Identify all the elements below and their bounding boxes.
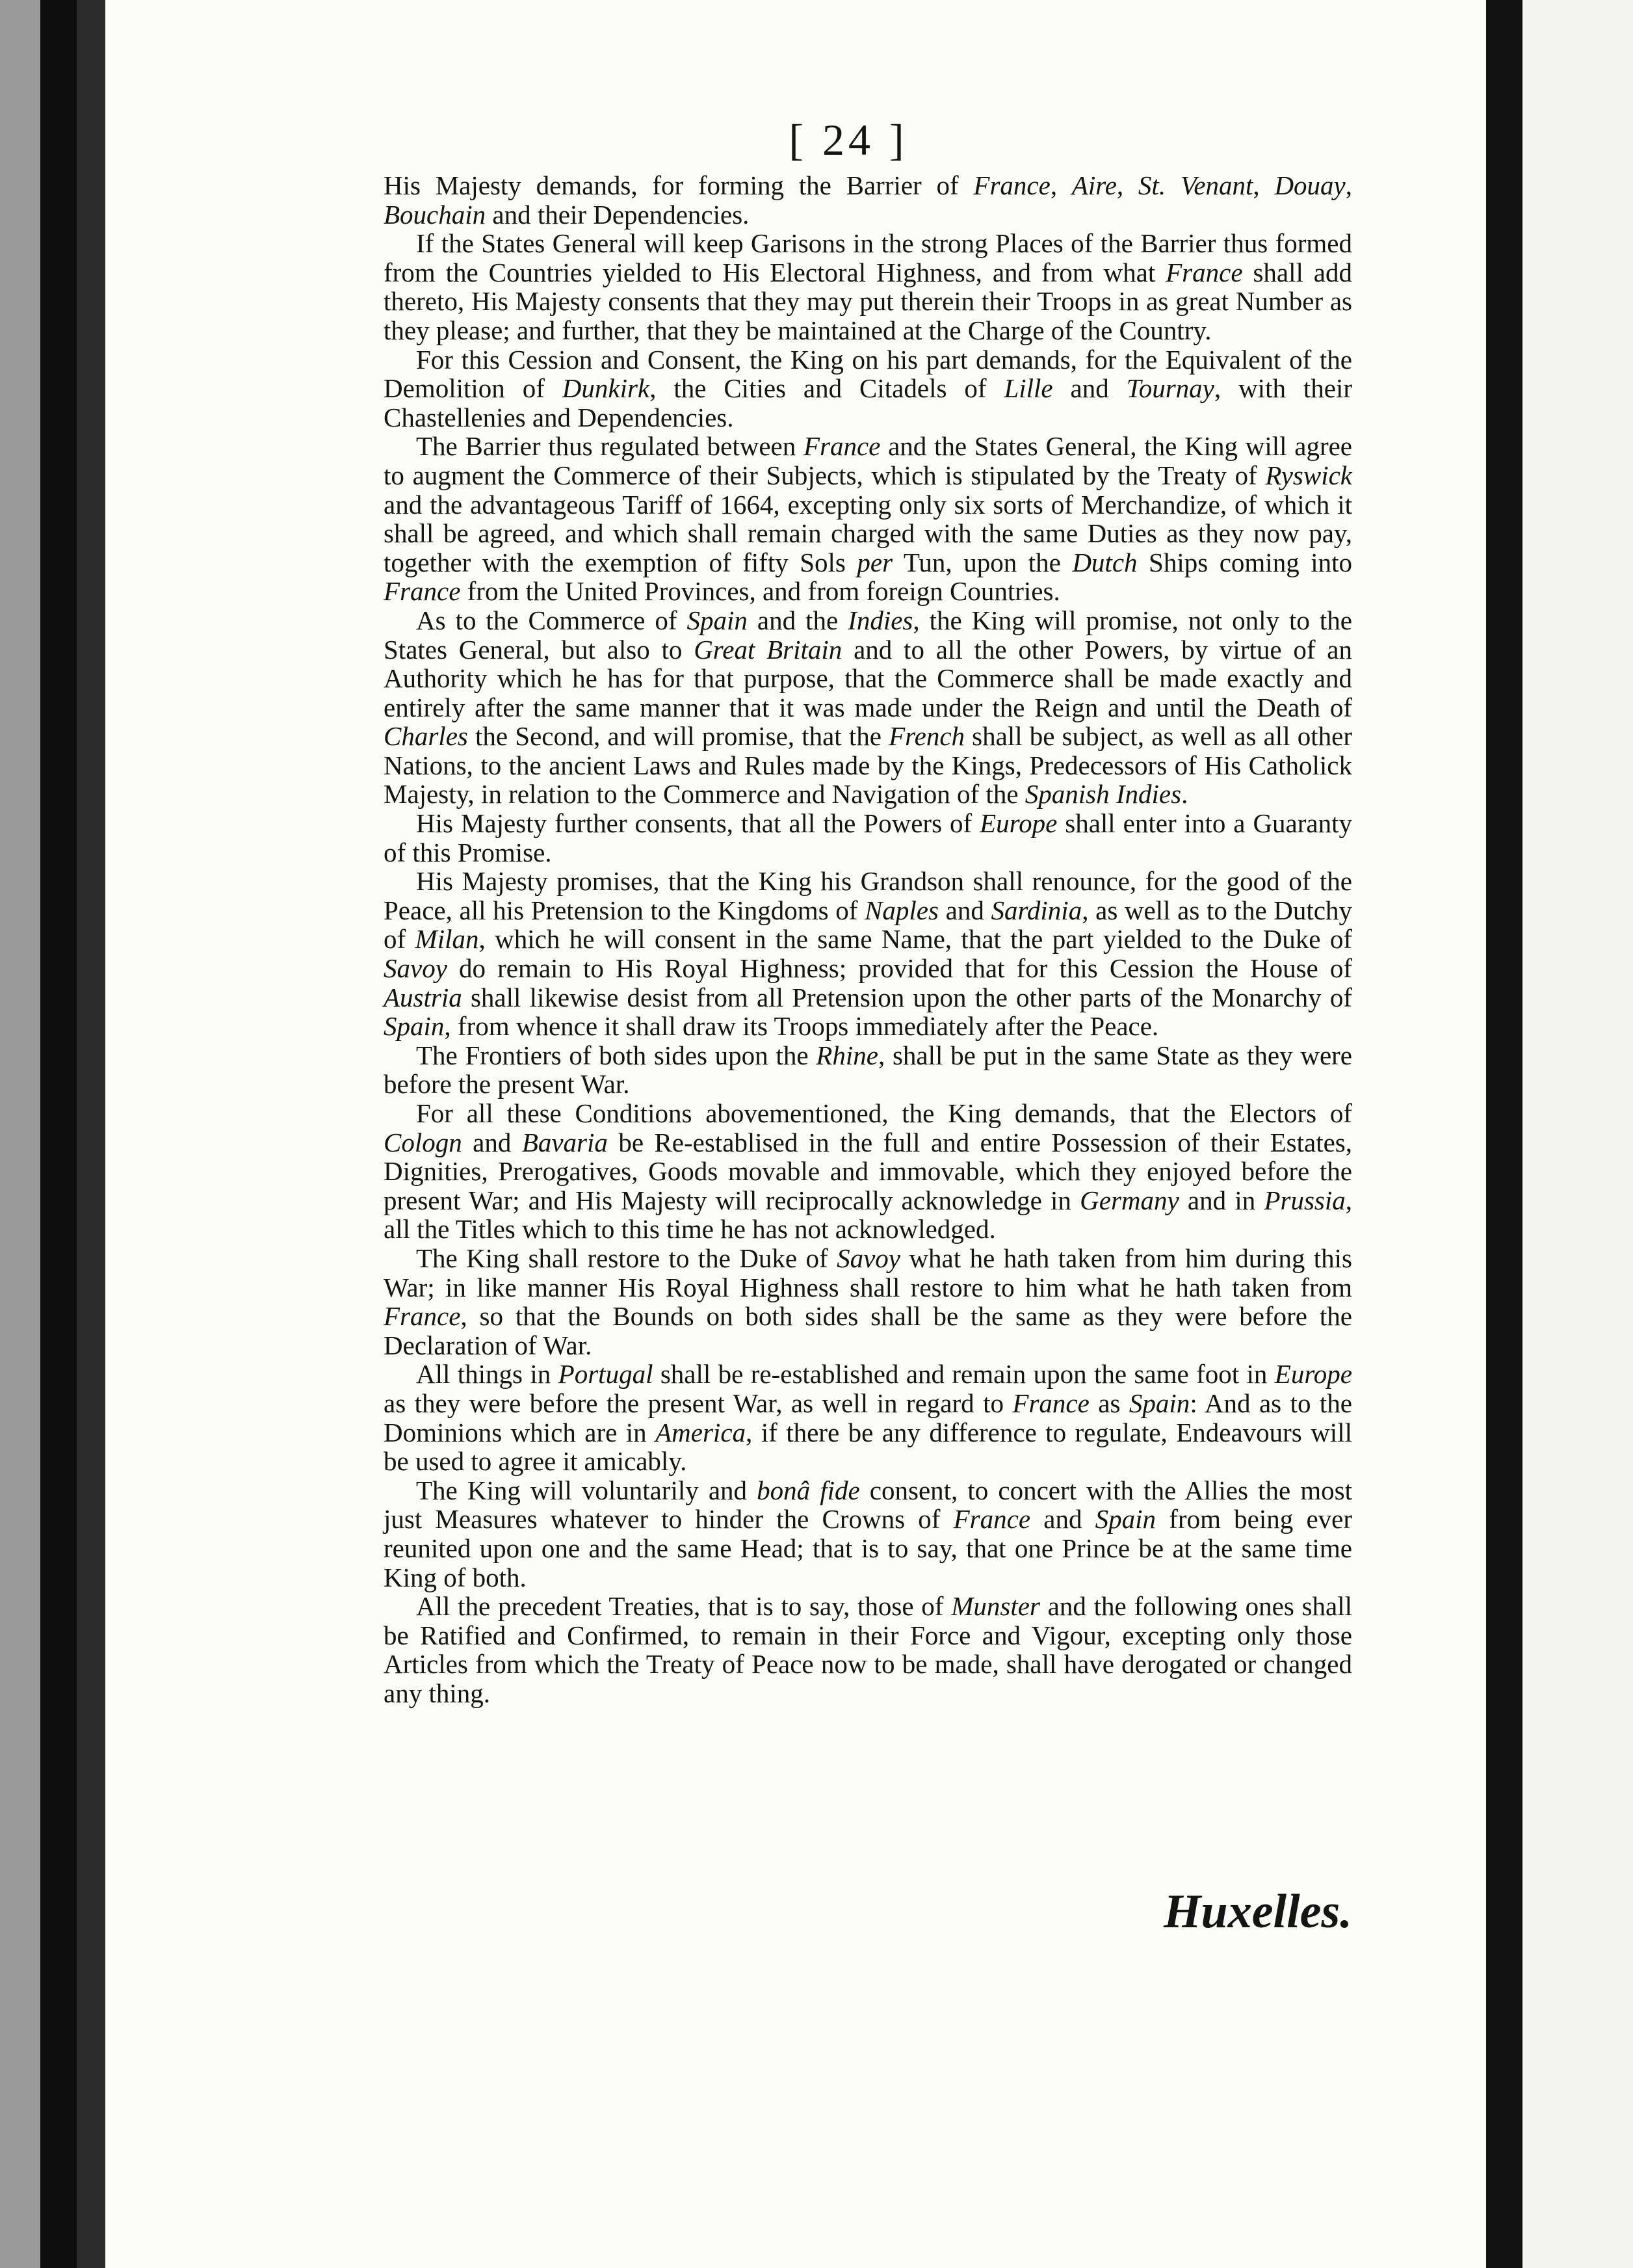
italic-term: Dutch — [1072, 547, 1138, 577]
italic-term: America — [655, 1417, 746, 1447]
italic-term: Spain — [686, 605, 748, 635]
italic-term: Germany — [1080, 1185, 1179, 1215]
italic-term: France — [973, 170, 1051, 200]
italic-term: Charles — [384, 721, 468, 752]
body-text — [384, 171, 1352, 1708]
italic-term: Bavaria — [521, 1127, 608, 1157]
italic-term: Douay — [1274, 170, 1346, 200]
paragraph: The King shall restore to the Duke of Savoy what he hath taken from him during this War; in like manner His Royal Highness shall restore to him what he hath taken from France, so that the Bounds on both sides shall be the same as they were before the Declaration of War. — [384, 1243, 1352, 1360]
italic-term: Europe — [980, 808, 1058, 839]
italic-term: Savoy — [837, 1243, 901, 1273]
paragraph: All the precedent Treaties, that is to say, those of Munster and the following ones shall be Ratified and Confirmed, to remain in their Force and Vigour, excepting only those Articles from which the Treaty of Peace now to be made, shall have derogated or changed any thing. — [384, 1591, 1353, 1708]
scan-margin-left — [0, 0, 40, 2268]
italic-term: Aire — [1071, 170, 1117, 200]
italic-term: Sardinia — [991, 895, 1082, 925]
paragraph: The Barrier thus regulated between France and the States General, the King will agree to augment the Commerce of their Subjects, which is stipulated by the Treaty of Ryswick and the advantageous Tariff of 1664, excepting only six sorts of Merchandize, of which it shall be agreed, and which shall remain charged with the same Duties as they now pay, together with the exemption of fifty Sols per Tun, upon the Dutch Ships coming into France from the United Provinces, and from foreign Countries. — [384, 431, 1352, 607]
binding-edge — [77, 0, 105, 2268]
italic-term: France — [384, 1301, 461, 1332]
italic-term: French — [889, 721, 965, 752]
italic-term: bonâ fide — [757, 1475, 860, 1505]
italic-term: Austria — [384, 982, 462, 1012]
italic-term: Europe — [1274, 1359, 1352, 1390]
italic-term: Munster — [951, 1591, 1040, 1622]
italic-term: per — [857, 547, 893, 577]
italic-term: France — [953, 1504, 1031, 1535]
italic-term: Naples — [865, 895, 939, 925]
italic-term: Prussia — [1264, 1185, 1346, 1215]
paragraph: His Majesty further consents, that all the Powers of Europe shall enter into a Guaranty of this Promise. — [384, 808, 1353, 867]
page-number: [ 24 ] — [789, 115, 908, 165]
italic-term: Rhine — [816, 1040, 878, 1070]
italic-term: Indies — [848, 605, 913, 635]
italic-term: Spain — [1095, 1504, 1156, 1535]
gutter-shadow — [1486, 0, 1522, 2268]
italic-term: Bouchain — [384, 199, 486, 230]
italic-term: France — [803, 431, 881, 462]
paragraph: For all these Conditions abovementioned, the King demands, that the Electors of Cologn and Bavaria be Re-establised in the full and entire Possession of their Estates, Dignities, Prerogatives, Goods movable and immovable, which they enjoyed before the present War; and His Majesty will reciprocally acknowledge in Germany and in Prussia, all the Titles which to this time he has not acknowledged. — [384, 1098, 1353, 1245]
italic-term: Cologn — [384, 1127, 462, 1157]
italic-term: Spain — [1129, 1388, 1190, 1418]
paragraph: If the States General will keep Garisons in the strong Places of the Barrier thus formed from the Countries yielded to His Electoral Highness, and from what France shall add thereto, His Majesty consents that they may put therein their Troops in as great Number as they please; and further, that they be maintained at the Charge of the Country. — [384, 228, 1352, 345]
paragraph: His Majesty demands, for forming the Barrier of France, Aire, St. Venant, Douay, Bouchain and their Dependencies. — [384, 170, 1352, 230]
paragraph: All things in Portugal shall be re-established and remain upon the same foot in Europe as they were before the present War, as well in regard to France as Spain: And as to the Dominions which are in America, if there be any difference to regulate, Endeavours will be used to agree it amicably. — [384, 1359, 1353, 1477]
paragraph: His Majesty promises, that the King his Grandson shall renounce, for the good of the Peace, all his Pretension to the Kingdoms of Naples and Sardinia, as well as to the Dutchy of Milan, which he will consent in the same Name, that the part yielded to the Duke of Savoy do remain to His Royal Highness; provided that for this Cession the House of Austria shall likewise desist from all Pretension upon the other parts of the Monarchy of Spain, from whence it shall draw its Troops immediately after the Peace. — [384, 866, 1353, 1042]
italic-term: Ryswick — [1265, 460, 1352, 490]
italic-term: Milan — [415, 924, 479, 955]
italic-term: Great Britain — [694, 634, 843, 665]
italic-term: Portugal — [558, 1359, 653, 1390]
paragraph: The Frontiers of both sides upon the Rhine, shall be put in the same State as they were before the present War. — [384, 1040, 1352, 1100]
binding-shadow — [40, 0, 77, 2268]
italic-term: Lille — [1004, 373, 1053, 404]
italic-term: St. Venant — [1138, 170, 1253, 200]
italic-term: Tournay — [1126, 373, 1214, 404]
italic-term: France — [384, 576, 461, 607]
italic-term: Spanish Indies — [1025, 779, 1182, 810]
italic-term: Dunkirk — [562, 373, 650, 404]
italic-term: France — [1166, 257, 1243, 287]
italic-term: Savoy — [384, 953, 447, 984]
italic-term: Spain — [384, 1011, 445, 1042]
paragraph: For this Cession and Consent, the King on his part demands, for the Equivalent of the Demolition of Dunkirk, the Cities and Citadels of Lille and Tournay, with their Chastellenies and Dependencies. — [384, 344, 1353, 432]
paragraph: The King will voluntarily and bonâ fide consent, to concert with the Allies the most just Measures whatever to hinder the Crowns of France and Spain from being ever reunited upon one and the same Head; that is to say, that one Prince be at the same time King of both. — [384, 1475, 1352, 1592]
italic-term: France — [1012, 1388, 1090, 1418]
facing-page-edge — [1522, 0, 1633, 2268]
paragraph: As to the Commerce of Spain and the Indies, the King will promise, not only to the States General, but also to Great Britain and to all the other Powers, by virtue of an Authority which he has for that purpose, that the Commerce shall be made exactly and entirely after the same manner that it was made under the Reign and until the Death of Charles the Second, and will promise, that the French shall be subject, as well as all other Nations, to the ancient Laws and Rules made by the Kings, Predecessors of His Catholick Majesty, in relation to the Commerce and Navigation of the Spanish Indies. — [384, 605, 1352, 810]
signature: Huxelles. — [1164, 1885, 1352, 1938]
